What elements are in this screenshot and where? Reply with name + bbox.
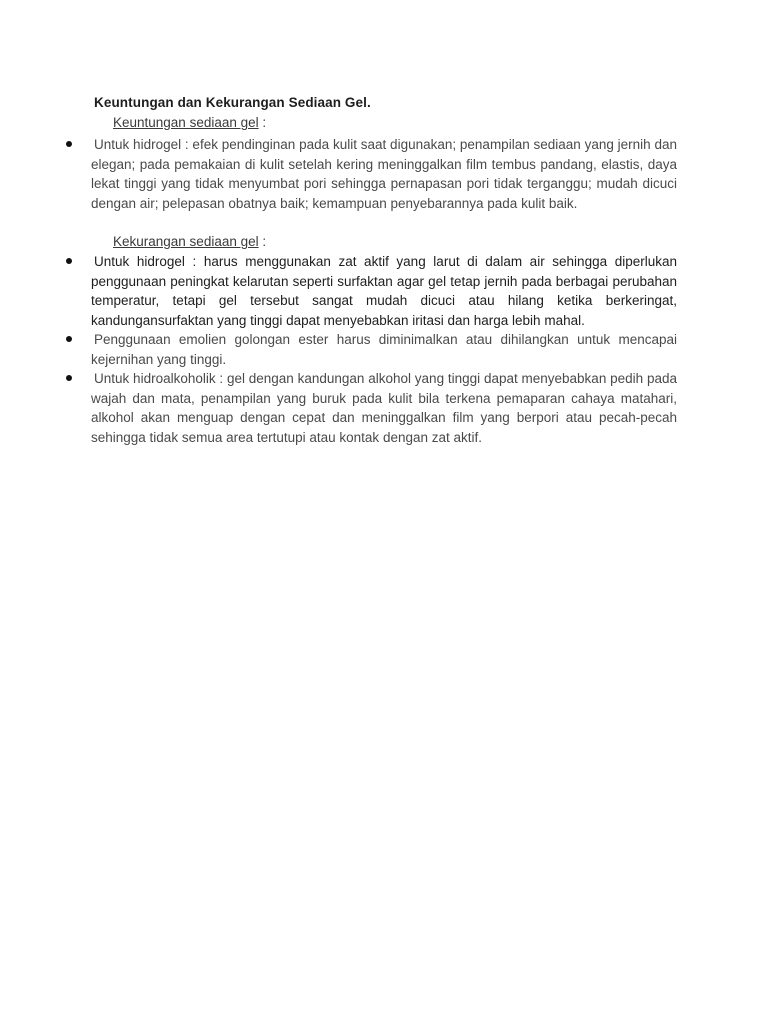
- disadvantages-list: [0, 252, 768, 447]
- disadvantage-item-text: Untuk hidrogel : harus menggunakan zat aktif yang larut di dalam air sehingga diperlukan penggunaan peningkat kelarutan seperti surfaktan agar gel tetap jernih pada berbagai perubahan temperatur, tetapi gel tersebut sangat mudah dicuci atau hilang ketika berkeringat, kandungansurfaktan yang tinggi dapat menyebabkan iritasi dan harga lebih mahal.: [91, 254, 677, 328]
- list-item: [0, 369, 768, 447]
- disadvantage-item-text: Penggunaan emolien golongan ester harus diminimalkan atau dihilangkan untuk mencapai kejernihan yang tinggi.: [91, 332, 677, 367]
- document-title: Keuntungan dan Kekurangan Sediaan Gel.: [94, 95, 371, 110]
- disadvantages-heading-colon: :: [258, 234, 267, 249]
- bullet-icon: [66, 258, 72, 264]
- list-item: [0, 252, 768, 330]
- advantages-heading-label: Keuntungan sediaan gel: [113, 115, 259, 130]
- advantage-item-text: Untuk hidrogel : efek pendinginan pada kulit saat digunakan; penampilan sediaan yang jernih dan elegan; pada pemakaian di kulit setelah kering meninggalkan film tembus pandang, elastis, daya lekat tinggi yang tidak menyumbat pori sehingga pernapasan pori tidak terganggu; mudah dicuci dengan air; pelepasan obatnya baik; kemampuan penyebarannya pada kulit baik.: [91, 137, 677, 211]
- advantages-list: [0, 135, 768, 213]
- advantages-heading-colon: :: [258, 115, 267, 130]
- disadvantages-heading: [113, 234, 266, 249]
- bullet-icon: [66, 141, 72, 147]
- disadvantages-heading-label: Kekurangan sediaan gel: [113, 234, 259, 249]
- list-item: [0, 135, 768, 213]
- bullet-icon: [66, 336, 72, 342]
- list-item: [0, 330, 768, 369]
- advantages-heading: [113, 115, 266, 130]
- bullet-icon: [66, 375, 72, 381]
- disadvantage-item-text: Untuk hidroalkoholik : gel dengan kandungan alkohol yang tinggi dapat menyebabkan pedih pada wajah dan mata, penampilan yang buruk pada kulit bila terkena pemaparan cahaya matahari, alkohol akan menguap dengan cepat dan meninggalkan film yang berpori atau pecah-pecah sehingga tidak semua area tertutupi atau kontak dengan zat aktif.: [91, 371, 677, 445]
